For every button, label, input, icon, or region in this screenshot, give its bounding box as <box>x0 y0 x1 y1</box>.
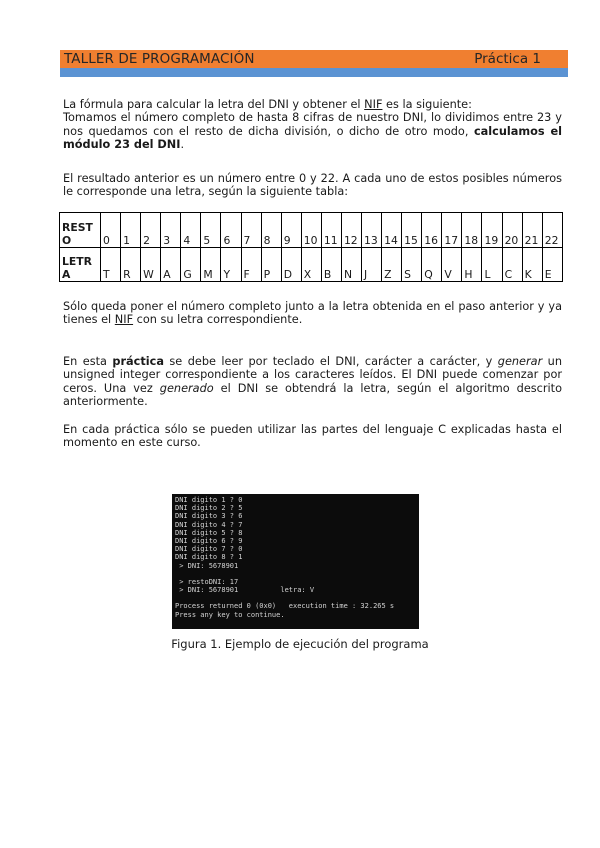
console-line: DNI digito 3 ? 6 <box>175 512 243 521</box>
letra-cell: Q <box>422 248 442 282</box>
resto-cell: 3 <box>161 213 181 248</box>
console-screenshot <box>172 494 419 629</box>
letra-header: LETRA <box>60 248 101 282</box>
resto-cell: 22 <box>542 213 562 248</box>
paragraph-formula: La fórmula para calcular la letra del DNI y obtener el NIF es la siguiente: Tomamos el número completo de hasta 8 cifras de nuestro DNI, lo dividimos entre 23 y nos quedamos con el resto de dicha división, o dicho de otro modo, calculamos el módulo 23 del DNI. <box>63 98 562 152</box>
console-line: DNI digito 4 ? 7 <box>175 520 243 529</box>
paragraph-restriction: En cada práctica sólo se pueden utilizar las partes del lenguaje C explicadas hasta el momento en este curso. <box>63 423 562 450</box>
letter-table <box>59 212 563 282</box>
resto-cell: 19 <box>482 213 502 248</box>
letra-cell: C <box>502 248 522 282</box>
letra-cell: B <box>321 248 341 282</box>
resto-cell: 0 <box>101 213 121 248</box>
resto-cell: 18 <box>462 213 482 248</box>
resto-cell: 14 <box>382 213 402 248</box>
resto-cell: 6 <box>221 213 241 248</box>
console-line: > restoDNI: 17 <box>175 577 239 586</box>
resto-cell: 17 <box>442 213 462 248</box>
letra-cell: R <box>121 248 141 282</box>
resto-cell: 10 <box>301 213 321 248</box>
resto-cell: 4 <box>181 213 201 248</box>
practica-emphasis: práctica <box>112 355 164 368</box>
paragraph-result: El resultado anterior es un número entre 0 y 22. A cada uno de estos posibles números le corresponde una letra, según la siguiente tabla: <box>63 172 562 199</box>
resto-cell: 2 <box>141 213 161 248</box>
letra-cell: A <box>161 248 181 282</box>
console-line: DNI digito 1 ? 0 <box>175 496 243 504</box>
letra-cell: S <box>402 248 422 282</box>
nif-link: NIF <box>364 98 383 111</box>
resto-cell: 1 <box>121 213 141 248</box>
letra-cell: X <box>301 248 321 282</box>
letra-cell: Y <box>221 248 241 282</box>
letra-cell: W <box>141 248 161 282</box>
letra-cell: Z <box>382 248 402 282</box>
console-line <box>175 594 416 602</box>
figure-caption: Figura 1. Ejemplo de ejecución del programa <box>171 637 429 651</box>
console-line: DNI digito 6 ? 9 <box>175 536 243 545</box>
letra-cell: E <box>542 248 562 282</box>
console-line: DNI digito 5 ? 8 <box>175 528 243 537</box>
resto-row <box>60 213 563 248</box>
resto-cell: 7 <box>241 213 261 248</box>
resto-cell: 20 <box>502 213 522 248</box>
letra-cell: K <box>522 248 542 282</box>
header-rule <box>60 68 568 77</box>
resto-cell: 8 <box>261 213 281 248</box>
modulo-emphasis: calculamos el módulo 23 del DNI <box>63 124 562 152</box>
resto-cell: 9 <box>281 213 301 248</box>
paragraph-task: En esta práctica se debe leer por teclado el DNI, carácter a carácter, y generar un unsigned integer correspondiente a los caracteres leídos. El DNI puede comenzar por ceros. Una vez generado el DNI se obtendrá la letra, según el algoritmo descrito anteriormente. <box>63 355 563 409</box>
letra-cell: M <box>201 248 221 282</box>
letra-row <box>60 248 563 282</box>
resto-cell: 21 <box>522 213 542 248</box>
letra-cell: H <box>462 248 482 282</box>
letra-cell: N <box>341 248 361 282</box>
resto-cell: 13 <box>362 213 382 248</box>
resto-cell: 16 <box>422 213 442 248</box>
resto-cell: 15 <box>402 213 422 248</box>
generar-emphasis: generar <box>497 355 543 368</box>
letra-cell: F <box>241 248 261 282</box>
console-line: Process returned 0 (0x0) execution time : 32.265 s <box>175 602 395 611</box>
console-line: DNI digito 2 ? 5 <box>175 504 243 513</box>
resto-cell: 5 <box>201 213 221 248</box>
letra-cell: G <box>181 248 201 282</box>
letra-cell: L <box>482 248 502 282</box>
generado-emphasis: generado <box>159 381 214 395</box>
console-line: DNI digito 8 ? 1 <box>175 553 243 562</box>
console-line: > DNI: 5678901 letra: V <box>175 586 315 595</box>
resto-cell: 12 <box>341 213 361 248</box>
letra-cell: V <box>442 248 462 282</box>
letra-cell: J <box>362 248 382 282</box>
course-title: TALLER DE PROGRAMACIÓN <box>64 51 255 67</box>
resto-cell: 11 <box>321 213 341 248</box>
console-line <box>175 570 416 578</box>
letra-cell: T <box>101 248 121 282</box>
letra-cell: D <box>281 248 301 282</box>
paragraph-final-step: Sólo queda poner el número completo junto a la letra obtenida en el paso anterior y ya tienes el NIF con su letra correspondiente. <box>63 300 562 327</box>
nif-link-2: NIF <box>114 313 134 327</box>
console-line: Press any key to continue. <box>175 610 285 619</box>
resto-header: RESTO <box>60 213 101 248</box>
header-bar <box>60 50 568 68</box>
console-line: > DNI: 5678901 <box>175 561 239 570</box>
letra-cell: P <box>261 248 281 282</box>
practice-number: Práctica 1 <box>474 51 541 67</box>
console-line: DNI digito 7 ? 0 <box>175 545 243 554</box>
